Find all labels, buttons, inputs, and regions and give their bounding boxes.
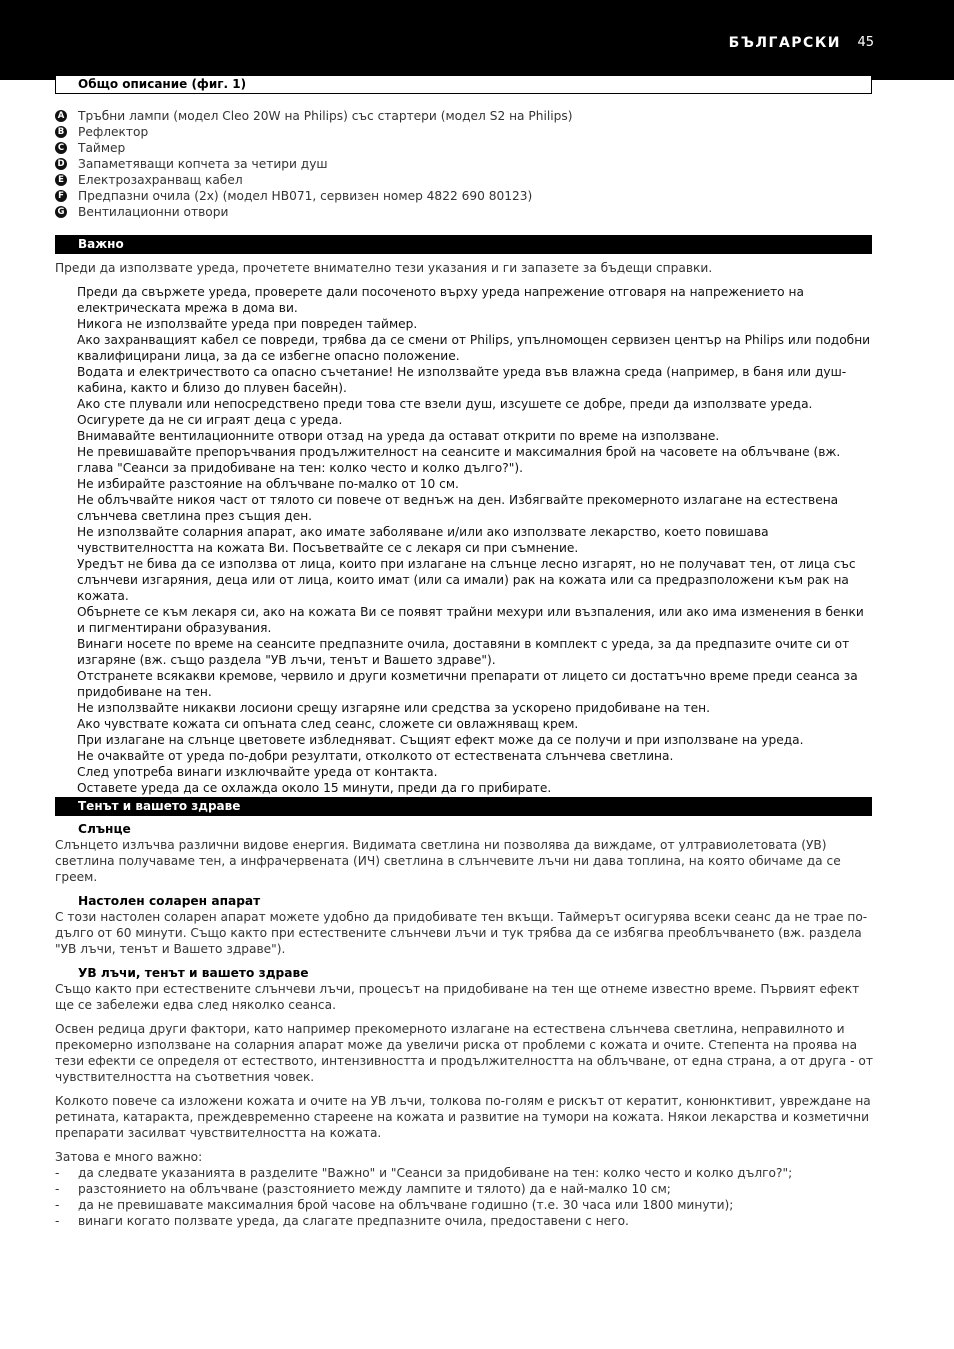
language-label: БЪЛГАРСКИ bbox=[728, 35, 841, 51]
header-bar bbox=[0, 0, 954, 80]
list-item: След употреба винаги изключвайте уреда от контакта. bbox=[77, 765, 438, 779]
part-text: Запаметяващи копчета за четири душ bbox=[78, 157, 328, 171]
part-text: Електрозахранващ кабел bbox=[78, 173, 243, 187]
list-item: - разстоянието на облъчване (разстоянието между лампите и тялото) да е най-малко 10 см; bbox=[55, 1182, 671, 1196]
list-item: Не избирайте разстояние на облъчване по-малко от 10 см. bbox=[77, 477, 459, 491]
section-title-important: Важно bbox=[78, 237, 124, 251]
list-item: Водата и електричеството са опасно съчетание! Не използвайте уреда във влажна среда (например, в баня или душ-кабина, както и близо до плувен басейн). bbox=[77, 365, 847, 395]
letter-badge: E bbox=[55, 174, 67, 186]
list-item: - винаги когато ползвате уреда, да слагате предпазните очила, предоставени с него. bbox=[55, 1214, 629, 1228]
letter-badge: C bbox=[55, 142, 67, 154]
list-item: Не използвайте никакви лосиони срещу изгаряне или средства за ускорено придобиване на тен. bbox=[77, 701, 710, 715]
list-item-text: да не превишавате максималния брой часове на облъчване годишно (т.е. 30 часа или 1800 минути); bbox=[78, 1198, 734, 1212]
list-item: Ако захранващият кабел се повреди, трябва да се смени от Philips, упълномощен сервизен център на Philips или подобни квалифицирани лица, за да се избегне опасно положение. bbox=[77, 333, 871, 363]
list-item bbox=[55, 188, 875, 204]
list-item: Ако сте плували или непосредствено преди това сте взели душ, изсушете се добре, преди да използвате уреда. bbox=[77, 397, 813, 411]
list-item: При излагане на слънце цветовете избледняват. Същият ефект може да се получи и при използване на уреда. bbox=[77, 733, 804, 747]
letter-badge: B bbox=[55, 126, 67, 138]
paragraph-uv-1: Също както при естествените слънчеви лъчи, процесът на придобиване на тен ще отнеме известно време. Първият ефект ще се забележи едва след няколко сеанса. bbox=[55, 982, 860, 1012]
paragraph-uv-2: Освен редица други фактори, като например прекомерното излагане на естествена слънчева светлина, неправилното и прекомерно използване на соларния апарат може да увеличи риска от проблеми с кожата и очите. Степента на проява на тези ефекти се определя от естеството, интензивността и продължителността на облъчване, от една страна, а от друга - от чувствителността на съответния човек. bbox=[55, 1022, 873, 1084]
list-item bbox=[55, 172, 875, 188]
list-item bbox=[55, 108, 875, 124]
list-item: Не очаквайте от уреда по-добри резултати, отколкото от естествената слънчева светлина. bbox=[77, 749, 674, 763]
section-health bbox=[55, 797, 872, 816]
list-item bbox=[55, 140, 875, 156]
part-text: Вентилационни отвори bbox=[78, 205, 229, 219]
warnings-list bbox=[77, 284, 873, 796]
health-content bbox=[55, 821, 875, 1229]
subheading-table-solarium: Настолен соларен апарат bbox=[78, 894, 261, 908]
part-text: Тръбни лампи (модел Cleo 20W на Philips) със стартери (модел S2 на Philips) bbox=[78, 109, 573, 123]
list-item bbox=[55, 156, 875, 172]
list-item bbox=[55, 204, 875, 220]
list-item: Винаги носете по време на сеансите предпазните очила, доставяни в комплект с уреда, за да предпазите очите си от изгаряне (вж. също раздела "УВ лъчи, тенът и Вашето здраве"). bbox=[77, 637, 850, 667]
list-item-text: винаги когато ползвате уреда, да слагате предпазните очила, предоставени с него. bbox=[78, 1214, 629, 1228]
paragraph-uv-4: Затова е много важно: bbox=[55, 1150, 203, 1164]
section-important bbox=[55, 235, 872, 254]
paragraph-table-solarium: С този настолен соларен апарат можете удобно да придобивате тен вкъщи. Таймерът осигурява всеки сеанс да не трае по-дълго от 60 минути. Също както при естествените слънчеви лъчи и тук трябва да се избягва преоблъчването (вж. раздела "УВ лъчи, тенът и Вашето здраве"). bbox=[55, 910, 868, 956]
list-item: Никога не използвайте уреда при повреден таймер. bbox=[77, 317, 418, 331]
subheading-uv: УВ лъчи, тенът и вашето здраве bbox=[78, 966, 309, 980]
list-item: Не облъчвайте никоя част от тялото си повече от веднъж на ден. Избягвайте прекомерното излагане на естествена слънчева светлина през същия ден. bbox=[77, 493, 839, 523]
letter-badge: D bbox=[55, 158, 67, 170]
list-item: Не превишавайте препоръчвания продължителност на сеансите и максималния брой на часовете на облъчване (вж. глава "Сеанси за придобиване на тен: колко често и колко дълго?"). bbox=[77, 445, 841, 475]
letter-badge: F bbox=[55, 190, 67, 202]
part-text: Предпазни очила (2x) (модел HB071, сервизен номер 4822 690 80123) bbox=[78, 189, 533, 203]
list-item: - да не превишавате максималния брой часове на облъчване годишно (т.е. 30 часа или 1800 минути); bbox=[55, 1198, 734, 1212]
list-item: Уредът не бива да се използва от лица, които при излагане на слънце лесно изгарят, но не получават тен, от лица със слънчеви изгаряния, деца или от лица, които имат (или са имали) рак на кожата или са предразположени към рак на кожата. bbox=[77, 557, 856, 603]
list-item: Оставете уреда да се охлажда около 15 минути, преди да го прибирате. bbox=[77, 781, 552, 795]
paragraph-sun: Слънцето излъчва различни видове енергия. Видимата светлина ни позволява да виждаме, от ултравиолетовата (УВ) светлина получаваме тен, а инфрачервената (ИЧ) светлина в слънчевите лъчи ни дава топлина, на която обичаме да се греем. bbox=[55, 838, 841, 884]
section-title-health: Тенът и вашето здраве bbox=[78, 799, 241, 813]
parts-list bbox=[55, 108, 875, 220]
list-item: Не използвайте соларния апарат, ако имате заболяване и/или ако използвате лекарство, което повишава чувствителността на кожата Ви. Посъветвайте се с лекаря си при съмнение. bbox=[77, 525, 769, 555]
part-text: Рефлектор bbox=[78, 125, 149, 139]
intro-text: Преди да използвате уреда, прочетете внимателно тези указания и ги запазете за бъдещи справки. bbox=[55, 261, 713, 275]
important-intro bbox=[55, 260, 875, 276]
list-item-text: разстоянието на облъчване (разстоянието между лампите и тялото) да е най-малко 10 см; bbox=[78, 1182, 671, 1196]
list-item: - да следвате указанията в разделите "Важно" и "Сеанси за придобиване на тен: колко често и колко дълго?"; bbox=[55, 1166, 793, 1180]
part-text: Таймер bbox=[78, 141, 126, 155]
list-item-text: да следвате указанията в разделите "Важно" и "Сеанси за придобиване на тен: колко често и колко дълго?"; bbox=[78, 1166, 793, 1180]
list-item: Обърнете се към лекаря си, ако на кожата Ви се появят трайни мехури или възпаления, или ако има изменения в бенки и пигментирани образувания. bbox=[77, 605, 864, 635]
paragraph-uv-3: Колкото повече са изложени кожата и очите на УВ лъчи, толкова по-голям е рискът от кератит, конюнктивит, увреждане на ретината, катаракта, преждевременно стареене на кожата и развитие на тумори на кожата. Някои лекарства и козметични препарати засилват чувствителността на кожата. bbox=[55, 1094, 871, 1140]
letter-badge: G bbox=[55, 206, 67, 218]
list-item: Внимавайте вентилационните отвори отзад на уреда да остават открити по време на използване. bbox=[77, 429, 720, 443]
list-item bbox=[55, 124, 875, 140]
section-title-general: Общо описание (фиг. 1) bbox=[78, 77, 247, 91]
letter-badge: A bbox=[55, 110, 67, 122]
list-item: Ако чувствате кожата си опъната след сеанс, сложете си овлажняващ крем. bbox=[77, 717, 579, 731]
subheading-sun: Слънце bbox=[78, 822, 131, 836]
page-number: 45 bbox=[857, 35, 874, 50]
list-item: Преди да свържете уреда, проверете дали посоченото върху уреда напрежение отговаря на напрежението на електрическата мрежа в дома ви. bbox=[77, 285, 804, 315]
list-item: Отстранете всякакви кремове, червило и други козметични препарати от лицето си достатъчно време преди сеанса за придобиване на тен. bbox=[77, 669, 858, 699]
section-general bbox=[55, 75, 872, 94]
list-item: Осигурете да не си играят деца с уреда. bbox=[77, 413, 343, 427]
